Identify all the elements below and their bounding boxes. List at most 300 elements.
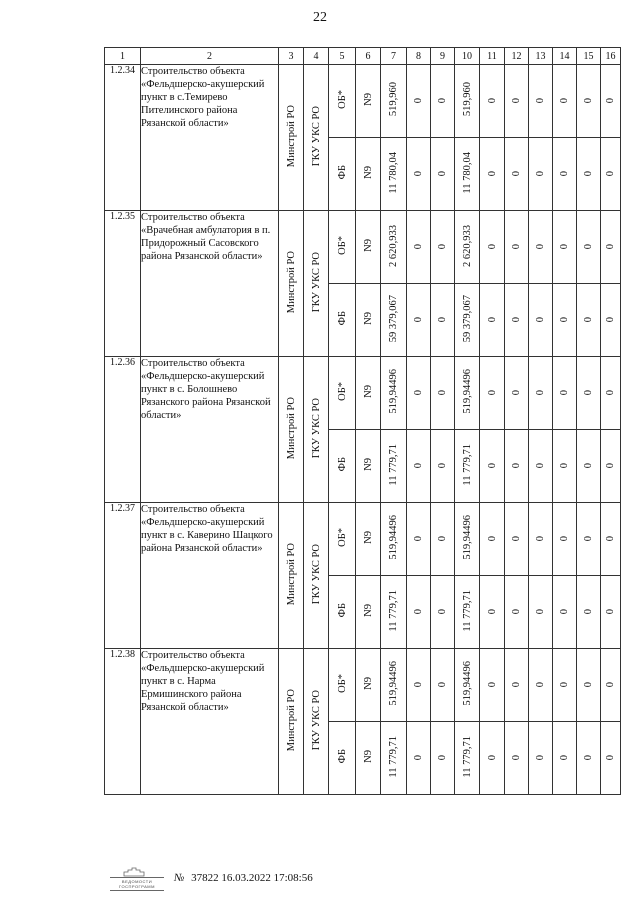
amount-cell [381, 357, 407, 430]
funding-source-cell [329, 138, 356, 211]
amount-cell [431, 649, 455, 722]
funding-source: ОБ* [336, 528, 348, 547]
amount: 0 [437, 536, 448, 542]
amount: 0 [535, 317, 546, 323]
amount-cell [553, 357, 577, 430]
amount-cell [577, 284, 601, 357]
amount: 0 [437, 171, 448, 177]
executor-cell [279, 65, 304, 211]
column-header: 3 [279, 48, 304, 65]
amount: 0 [559, 171, 570, 177]
amount: 0 [559, 682, 570, 688]
amount: 0 [583, 755, 594, 761]
funding-source-cell [329, 65, 356, 138]
amount-cell [529, 211, 553, 284]
amount: 0 [605, 755, 616, 761]
amount: 0 [413, 609, 424, 615]
number-sign: № [174, 872, 185, 884]
amount: 0 [605, 244, 616, 250]
amount-cell [381, 503, 407, 576]
amount: 519,94496 [388, 661, 399, 706]
item-description: Строительство объекта «Фельдшерско-акушерский пункт в с. Болошнево Рязанского района Рязанской области» [141, 357, 279, 503]
amount-cell [529, 284, 553, 357]
amount: 519,94496 [461, 369, 473, 414]
funding-source-cell [329, 430, 356, 503]
amount-cell [577, 430, 601, 503]
item-code: 1.2.35 [105, 211, 141, 357]
amount-cell [601, 649, 621, 722]
item-code: 1.2.36 [105, 357, 141, 503]
customer-cell [304, 503, 329, 649]
column-header: 10 [455, 48, 480, 65]
executor-cell [279, 649, 304, 795]
amount-cell [601, 284, 621, 357]
amount: 0 [583, 171, 594, 177]
amount: 0 [559, 317, 570, 323]
amount-cell [431, 284, 455, 357]
amount: 0 [511, 536, 522, 542]
amount: 0 [583, 244, 594, 250]
amount: 11 779,71 [388, 735, 399, 778]
amount: 0 [559, 609, 570, 615]
amount: 11 780,04 [388, 151, 399, 194]
executor: Минстрой РО [285, 104, 297, 168]
amount: 0 [437, 317, 448, 323]
amount-cell [505, 284, 529, 357]
amount-cell [455, 430, 480, 503]
column-header: 14 [553, 48, 577, 65]
amount-cell [553, 722, 577, 795]
executor-cell [279, 357, 304, 503]
amount-cell [480, 430, 505, 503]
amount: 59 379,067 [388, 294, 399, 343]
amount-cell [455, 357, 480, 430]
amount: 519,94496 [388, 369, 399, 414]
column-header: 1 [105, 48, 141, 65]
amount-cell [455, 138, 480, 211]
funding-code-cell [356, 138, 381, 211]
amount-cell [407, 503, 431, 576]
amount-cell [480, 503, 505, 576]
amount: 0 [486, 682, 498, 688]
amount: 2 620,933 [388, 224, 399, 267]
amount: 0 [437, 244, 448, 250]
amount-cell [601, 503, 621, 576]
amount: 0 [437, 463, 448, 469]
logo-text: ВЕДОМОСТИ ГОСПРОГРАММ [110, 877, 164, 891]
amount: 0 [511, 755, 522, 761]
amount-cell [553, 65, 577, 138]
funding-code: N9 [362, 458, 374, 471]
amount-cell [431, 503, 455, 576]
amount-cell [529, 722, 553, 795]
amount: 0 [486, 609, 498, 615]
amount-cell [431, 430, 455, 503]
logo [110, 865, 164, 891]
amount: 0 [605, 463, 616, 469]
amount-cell [407, 138, 431, 211]
amount-cell [480, 65, 505, 138]
amount: 0 [486, 463, 498, 469]
customer: ГКУ УКС РО [310, 543, 322, 605]
funding-source-cell [329, 649, 356, 722]
amount: 0 [511, 463, 522, 469]
amount: 0 [583, 390, 594, 396]
amount: 0 [583, 536, 594, 542]
amount-cell [505, 138, 529, 211]
table-row [105, 211, 621, 284]
amount: 0 [583, 682, 594, 688]
column-header: 8 [407, 48, 431, 65]
amount-cell [553, 211, 577, 284]
amount-cell [505, 65, 529, 138]
executor-cell [279, 211, 304, 357]
amount-cell [529, 649, 553, 722]
amount-cell [577, 722, 601, 795]
amount-cell [381, 65, 407, 138]
column-header: 9 [431, 48, 455, 65]
amount-cell [577, 65, 601, 138]
amount: 519,960 [461, 82, 473, 117]
funding-source: ОБ* [336, 382, 348, 401]
amount: 0 [511, 98, 522, 104]
amount: 0 [486, 171, 498, 177]
amount: 0 [437, 755, 448, 761]
registration-stamp [174, 872, 313, 884]
amount: 0 [605, 609, 616, 615]
amount-cell [553, 284, 577, 357]
amount-cell [480, 138, 505, 211]
executor: Минстрой РО [285, 688, 297, 752]
funding-source-cell [329, 211, 356, 284]
column-header: 16 [601, 48, 621, 65]
amount: 0 [413, 390, 424, 396]
amount: 0 [535, 609, 546, 615]
amount-cell [553, 138, 577, 211]
amount-cell [577, 211, 601, 284]
amount-cell [553, 503, 577, 576]
amount: 11 779,71 [461, 735, 473, 778]
amount-cell [455, 65, 480, 138]
amount-cell [407, 576, 431, 649]
funding-code: N9 [362, 604, 374, 617]
page-number: 22 [313, 10, 327, 25]
timestamp: 16.03.2022 17:08:56 [221, 872, 313, 884]
column-header: 15 [577, 48, 601, 65]
amount: 0 [511, 171, 522, 177]
amount: 11 779,71 [388, 589, 399, 632]
column-header: 4 [304, 48, 329, 65]
amount-cell [601, 138, 621, 211]
amount: 0 [535, 682, 546, 688]
table-row [105, 503, 621, 576]
funding-source: ФБ [336, 311, 348, 326]
amount: 0 [486, 317, 498, 323]
amount: 0 [486, 244, 498, 250]
amount: 0 [511, 682, 522, 688]
amount: 519,94496 [461, 515, 473, 560]
item-code: 1.2.34 [105, 65, 141, 211]
amount-cell [577, 138, 601, 211]
funding-source: ФБ [336, 165, 348, 180]
amount-cell [480, 576, 505, 649]
customer-cell [304, 65, 329, 211]
amount: 0 [535, 755, 546, 761]
funding-code: N9 [362, 385, 374, 398]
amount-cell [601, 576, 621, 649]
amount: 0 [559, 244, 570, 250]
amount: 0 [486, 390, 498, 396]
amount-cell [505, 722, 529, 795]
amount-cell [529, 430, 553, 503]
amount: 0 [583, 98, 594, 104]
amount-cell [480, 722, 505, 795]
amount: 0 [437, 390, 448, 396]
amount: 0 [413, 536, 424, 542]
amount-cell [505, 503, 529, 576]
funding-source-cell [329, 503, 356, 576]
executor: Минстрой РО [285, 396, 297, 460]
column-header: 5 [329, 48, 356, 65]
amount-cell [431, 138, 455, 211]
amount-cell [505, 211, 529, 284]
amount-cell [529, 357, 553, 430]
amount: 0 [559, 463, 570, 469]
funding-code: N9 [362, 312, 374, 325]
amount: 0 [413, 317, 424, 323]
customer: ГКУ УКС РО [310, 689, 322, 751]
amount: 0 [511, 609, 522, 615]
amount: 0 [605, 682, 616, 688]
column-header: 11 [480, 48, 505, 65]
amount: 0 [486, 98, 498, 104]
table-row [105, 357, 621, 430]
footer-stamp [110, 864, 313, 892]
funding-source: ФБ [336, 749, 348, 764]
amount-cell [553, 430, 577, 503]
amount: 0 [535, 536, 546, 542]
amount-cell [577, 576, 601, 649]
amount-cell [381, 211, 407, 284]
column-header: 6 [356, 48, 381, 65]
column-header: 7 [381, 48, 407, 65]
amount-cell [505, 357, 529, 430]
customer: ГКУ УКС РО [310, 251, 322, 313]
column-header: 2 [141, 48, 279, 65]
funding-code: N9 [362, 166, 374, 179]
amount-cell [577, 357, 601, 430]
funding-code-cell [356, 284, 381, 357]
funding-source-cell [329, 576, 356, 649]
amount-cell [381, 430, 407, 503]
amount: 11 779,71 [461, 589, 473, 632]
amount: 0 [511, 244, 522, 250]
amount: 0 [559, 536, 570, 542]
amount-cell [381, 138, 407, 211]
funding-source-cell [329, 722, 356, 795]
amount: 0 [535, 171, 546, 177]
funding-code: N9 [362, 531, 374, 544]
amount-cell [601, 211, 621, 284]
amount-cell [407, 211, 431, 284]
amount: 0 [511, 317, 522, 323]
amount-cell [505, 576, 529, 649]
amount-cell [407, 649, 431, 722]
funding-source-cell [329, 284, 356, 357]
building-icon [122, 867, 146, 877]
funding-code-cell [356, 430, 381, 503]
amount: 0 [605, 536, 616, 542]
amount-cell [505, 649, 529, 722]
amount-cell [407, 357, 431, 430]
amount: 0 [605, 390, 616, 396]
funding-code-cell [356, 65, 381, 138]
amount: 0 [583, 317, 594, 323]
amount-cell [480, 649, 505, 722]
item-description: Строительство объекта «Фельдшерско-акушерский пункт в с.Темирево Пителинского района Рязанской области» [141, 65, 279, 211]
amount-cell [601, 722, 621, 795]
amount: 0 [559, 755, 570, 761]
amount: 0 [413, 244, 424, 250]
amount: 0 [605, 171, 616, 177]
amount-cell [553, 649, 577, 722]
funding-source-cell [329, 357, 356, 430]
customer-cell [304, 357, 329, 503]
amount-cell [431, 357, 455, 430]
amount: 0 [605, 317, 616, 323]
funding-code-cell [356, 503, 381, 576]
amount: 0 [413, 171, 424, 177]
header-row [105, 48, 621, 65]
item-description: Строительство объекта «Врачебная амбулатория в п. Придорожный Сасовского района Рязанской области» [141, 211, 279, 357]
funding-source: ОБ* [336, 90, 348, 109]
amount: 0 [583, 609, 594, 615]
amount: 0 [535, 463, 546, 469]
amount-cell [480, 211, 505, 284]
funding-code: N9 [362, 93, 374, 106]
amount-cell [529, 503, 553, 576]
customer: ГКУ УКС РО [310, 105, 322, 167]
amount: 519,94496 [388, 515, 399, 560]
amount-cell [577, 503, 601, 576]
amount: 0 [559, 390, 570, 396]
amount: 0 [583, 463, 594, 469]
amount-cell [480, 357, 505, 430]
amount-cell [381, 284, 407, 357]
amount-cell [529, 576, 553, 649]
amount: 0 [535, 98, 546, 104]
amount: 0 [437, 682, 448, 688]
amount-cell [601, 357, 621, 430]
amount-cell [455, 284, 480, 357]
amount-cell [455, 211, 480, 284]
funding-source: ОБ* [336, 674, 348, 693]
customer: ГКУ УКС РО [310, 397, 322, 459]
executor: Минстрой РО [285, 542, 297, 606]
funding-code-cell [356, 576, 381, 649]
amount: 0 [559, 98, 570, 104]
amount: 11 780,04 [461, 151, 473, 194]
amount: 11 779,71 [388, 443, 399, 486]
amount-cell [431, 722, 455, 795]
amount: 0 [413, 682, 424, 688]
amount: 0 [511, 390, 522, 396]
amount: 0 [535, 244, 546, 250]
amount: 0 [486, 755, 498, 761]
amount: 0 [437, 609, 448, 615]
amount: 0 [535, 390, 546, 396]
amount-cell [505, 430, 529, 503]
column-header: 13 [529, 48, 553, 65]
amount-cell [407, 430, 431, 503]
table-row [105, 65, 621, 138]
amount-cell [529, 138, 553, 211]
amount-cell [455, 576, 480, 649]
amount: 0 [413, 755, 424, 761]
item-description: Строительство объекта «Фельдшерско-акушерский пункт в с. Каверино Шацкого района Рязанской области» [141, 503, 279, 649]
amount-cell [431, 211, 455, 284]
amount: 0 [605, 98, 616, 104]
amount-cell [480, 284, 505, 357]
amount-cell [601, 65, 621, 138]
amount: 11 779,71 [461, 443, 473, 486]
doc-number: 37822 [191, 872, 219, 884]
amount: 59 379,067 [461, 294, 473, 343]
item-description: Строительство объекта «Фельдшерско-акушерский пункт в с. Нарма Ермишинского района Рязанской области» [141, 649, 279, 795]
amount: 2 620,933 [461, 224, 473, 267]
amount-cell [407, 65, 431, 138]
amount: 0 [413, 98, 424, 104]
amount: 0 [437, 98, 448, 104]
table-row [105, 649, 621, 722]
amount-cell [381, 649, 407, 722]
executor: Минстрой РО [285, 250, 297, 314]
item-code: 1.2.37 [105, 503, 141, 649]
funding-code-cell [356, 357, 381, 430]
customer-cell [304, 211, 329, 357]
amount-cell [407, 284, 431, 357]
amount-cell [455, 722, 480, 795]
funding-code-cell [356, 211, 381, 284]
amount-cell [553, 576, 577, 649]
amount-cell [431, 576, 455, 649]
amount: 519,94496 [461, 661, 473, 706]
amount: 0 [413, 463, 424, 469]
item-code: 1.2.38 [105, 649, 141, 795]
funding-code: N9 [362, 750, 374, 763]
funding-source: ФБ [336, 603, 348, 618]
amount-cell [455, 503, 480, 576]
amount-cell [431, 65, 455, 138]
funding-code-cell [356, 722, 381, 795]
amount-cell [381, 722, 407, 795]
amount-cell [529, 65, 553, 138]
amount: 519,960 [388, 82, 399, 117]
funding-code: N9 [362, 239, 374, 252]
funding-source: ФБ [336, 457, 348, 472]
amount-cell [381, 576, 407, 649]
amount-cell [455, 649, 480, 722]
funding-code-cell [356, 649, 381, 722]
executor-cell [279, 503, 304, 649]
funding-source: ОБ* [336, 236, 348, 255]
customer-cell [304, 649, 329, 795]
column-header: 12 [505, 48, 529, 65]
funding-code: N9 [362, 677, 374, 690]
amount-cell [601, 430, 621, 503]
amount-cell [407, 722, 431, 795]
amount-cell [577, 649, 601, 722]
